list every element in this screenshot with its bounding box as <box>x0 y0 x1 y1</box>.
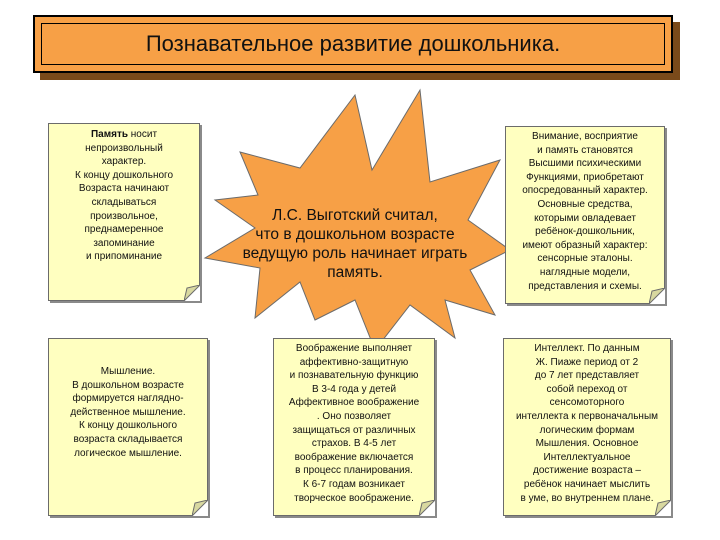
page-fold-icon <box>655 500 671 516</box>
note-memory-first: носит <box>128 129 158 140</box>
note-line: Интеллектуальное <box>543 451 631 463</box>
note-line: до 7 лет представляет <box>534 370 640 382</box>
center-line: Л.С. Выготский считал, <box>272 207 438 224</box>
page-fold-icon <box>192 500 208 516</box>
note-line: Возраста начинают <box>78 183 170 195</box>
note-line: воображение включается <box>294 451 414 463</box>
note-line: собой переход от <box>546 383 628 395</box>
note-line: преднамеренное <box>84 224 164 236</box>
note-line: непроизвольный <box>85 142 163 154</box>
note-line: страхов. В 4-5 лет <box>311 438 397 450</box>
note-line: и память становятся <box>537 144 633 156</box>
note-line: сенсомоторного <box>549 397 625 409</box>
note-line: сенсорные эталоны. <box>537 253 633 265</box>
note-line: Высшими психическими <box>528 158 642 170</box>
page-fold-icon <box>184 285 200 301</box>
note-line: аффективно-защитную <box>299 356 409 368</box>
note-line: В дошкольном возрасте <box>72 379 184 391</box>
page-fold-icon <box>419 500 435 516</box>
note-line: Аффективное воображение <box>288 397 420 409</box>
center-line: что в дошкольном возрасте <box>255 226 455 243</box>
note-line: защищаться от различных <box>292 424 416 436</box>
note-line: . Оно позволяет <box>316 410 392 422</box>
note-line: Мышление. <box>100 366 156 377</box>
note-line: характер. <box>101 156 147 168</box>
note-line: опосредованный характер. <box>522 185 648 197</box>
note-line: имеют образный характер: <box>522 239 648 251</box>
note-line: Воображение выполняет <box>295 343 413 354</box>
center-line: память. <box>327 264 383 281</box>
note-line: К концу дошкольного <box>78 420 178 432</box>
note-line: в процесс планирования. <box>295 465 413 477</box>
center-quote <box>215 206 495 282</box>
note-line: наглядные модели, <box>539 266 631 278</box>
note-imagination <box>273 338 435 516</box>
note-line: достижение возраста – <box>533 465 641 477</box>
note-line: К 6-7 годам возникает <box>303 478 405 490</box>
note-line: интеллекта к первоначальным <box>515 410 659 422</box>
note-line: ребёнок начинает мыслить <box>523 478 651 490</box>
note-line: складываться <box>91 196 157 208</box>
note-line: логическим формам <box>539 424 635 436</box>
note-line: логическое мышление. <box>74 447 182 459</box>
note-line: возраста складывается <box>73 433 183 445</box>
center-line: ведущую роль начинает играть <box>242 245 468 262</box>
note-line: представления и схемы. <box>528 280 642 292</box>
note-line: которыми овладевает <box>534 212 636 224</box>
note-memory-heading <box>53 128 195 142</box>
note-intellect <box>503 338 671 516</box>
note-line: и познавательную функцию <box>289 370 419 382</box>
note-line: действенное мышление. <box>70 406 186 418</box>
note-line: и припоминание <box>85 251 163 263</box>
note-thinking <box>48 338 208 516</box>
note-line: формируется наглядно- <box>72 393 184 405</box>
note-line: запоминание <box>93 237 155 249</box>
note-line: К концу дошкольного <box>74 169 174 181</box>
note-line: В 3-4 года у детей <box>311 383 397 395</box>
note-attention <box>505 126 665 304</box>
note-line: Интеллект. По данным <box>534 343 640 354</box>
note-line: произвольное, <box>90 210 158 222</box>
note-line: в уме, во внутреннем плане. <box>520 492 654 504</box>
note-memory <box>48 123 200 301</box>
page-title: Познавательное развитие дошкольника. <box>41 23 665 65</box>
note-line: творческое воображение. <box>294 492 414 504</box>
note-memory-lead: Память <box>90 129 128 140</box>
note-line: Основные средства, <box>537 198 633 210</box>
note-line: Ж. Пиаже период от 2 <box>535 356 639 368</box>
note-line: Функциями, приобретают <box>526 171 644 183</box>
note-line: Внимание, восприятие <box>532 131 638 142</box>
note-line: Мышления. Основное <box>535 438 639 450</box>
note-line: ребёнок-дошкольник, <box>535 226 635 238</box>
page-fold-icon <box>649 288 665 304</box>
